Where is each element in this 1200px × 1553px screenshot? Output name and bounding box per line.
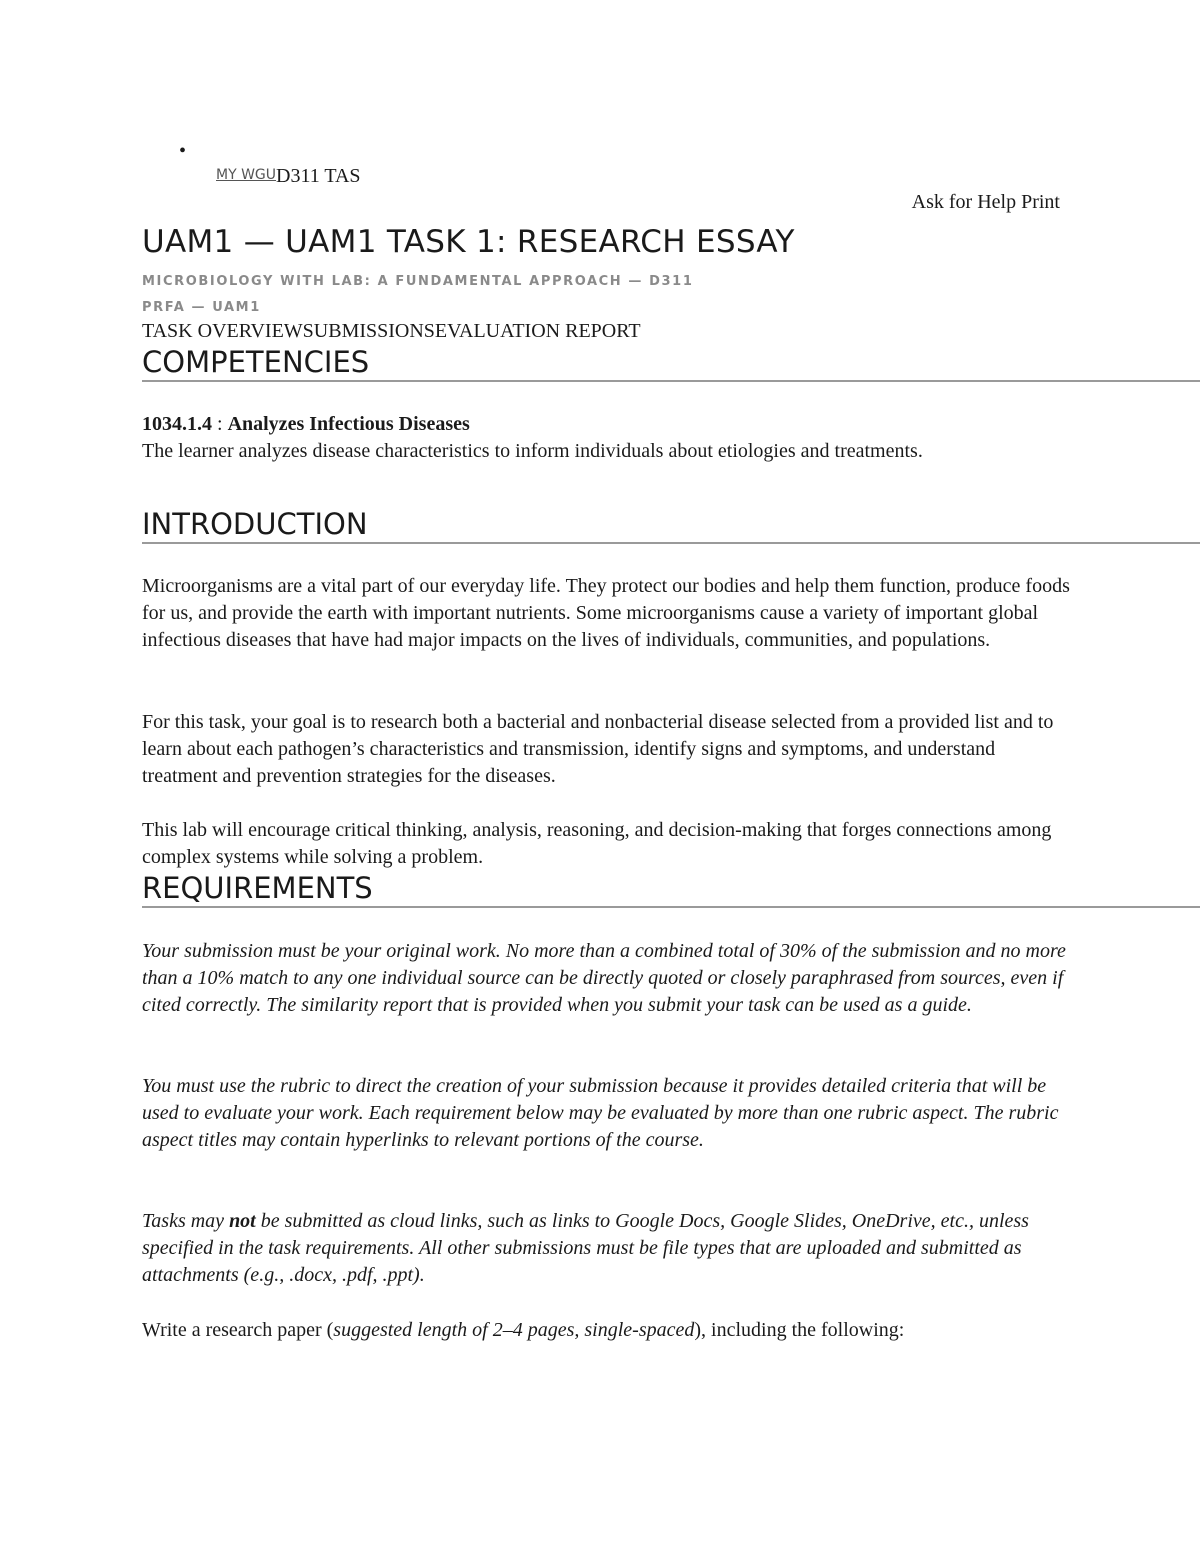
intro-paragraph: For this task, your goal is to research both a bacterial and nonbacterial disease selected from a provided list and to learn about each pathogen’s characteristics and transmission, identify signs and symptoms, and understand treatment and prevention strategies for the diseases. (142, 711, 1054, 787)
requirements-divider (142, 906, 1200, 908)
course-code: PRFA — UAM1 (142, 300, 261, 315)
breadcrumb (216, 163, 361, 188)
nav-bullet: • (179, 140, 187, 162)
cloud-links-end: be submitted as cloud links, such as links to Google Docs, Google Slides, OneDrive, etc., unless specified in the task requirements. All other submissions must be file types that are uploaded and submitted as attachments (e.g., .docx, .pdf, .ppt). (142, 1210, 1029, 1286)
competency-description: The learner analyzes disease characteristics to inform individuals about etiologies and treatments. (142, 440, 923, 462)
intro-paragraph: Microorganisms are a vital part of our everyday life. They protect our bodies and help them function, produce foods for us, and provide the earth with important nutrients. Some microorganisms cause a variety of important global infectious diseases that have had major impacts on the lives of individuals, communities, and populations. (142, 575, 1070, 651)
course-subtitle: MICROBIOLOGY WITH LAB: A FUNDAMENTAL APPROACH — D311 (142, 274, 694, 289)
competency-code: 1034.1.4 (142, 413, 212, 435)
mywgu-link[interactable]: MY WGU (216, 167, 277, 183)
rubric-paragraph: You must use the rubric to direct the creation of your submission because it provides detailed criteria that will be used to evaluate your work. Each requirement below may be evaluated by more than one rubric aspect. The rubric aspect titles may contain hyperlinks to relevant portions of the course. (142, 1075, 1059, 1151)
write-start: Write a research paper ( (142, 1319, 334, 1341)
course-crumb: D311 TAS (276, 165, 361, 187)
task-tabs[interactable]: TASK OVERVIEWSUBMISSIONSEVALUATION REPORT (142, 320, 641, 342)
cloud-links-start: Tasks may (142, 1210, 230, 1232)
write-end: ), including the following: (694, 1319, 905, 1341)
write-length: suggested length of 2–4 pages, single-spaced (333, 1319, 695, 1341)
introduction-heading: INTRODUCTION (142, 507, 368, 541)
page-title: UAM1 — UAM1 TASK 1: RESEARCH ESSAY (142, 224, 795, 260)
help-print-links[interactable]: Ask for Help Print (911, 191, 1060, 213)
competency-name: Analyzes Infectious Diseases (227, 413, 470, 435)
competency-title (142, 411, 1072, 438)
competencies-divider (142, 380, 1200, 382)
write-instruction (142, 1317, 1072, 1344)
requirements-heading: REQUIREMENTS (142, 871, 373, 905)
intro-paragraph: This lab will encourage critical thinking, analysis, reasoning, and decision-making that forges connections among complex systems while solving a problem. (142, 819, 1052, 868)
introduction-divider (142, 542, 1200, 544)
cloud-links-emphasis: not (229, 1210, 256, 1232)
competencies-heading: COMPETENCIES (142, 345, 370, 379)
cloud-links-paragraph (142, 1208, 1072, 1289)
competency-separator: : (212, 413, 228, 435)
originality-paragraph: Your submission must be your original work. No more than a combined total of 30% of the submission and no more than a 10% match to any one individual source can be directly quoted or closely paraphrased from sources, even if cited correctly. The similarity report that is provided when you submit your task can be used as a guide. (142, 940, 1066, 1016)
